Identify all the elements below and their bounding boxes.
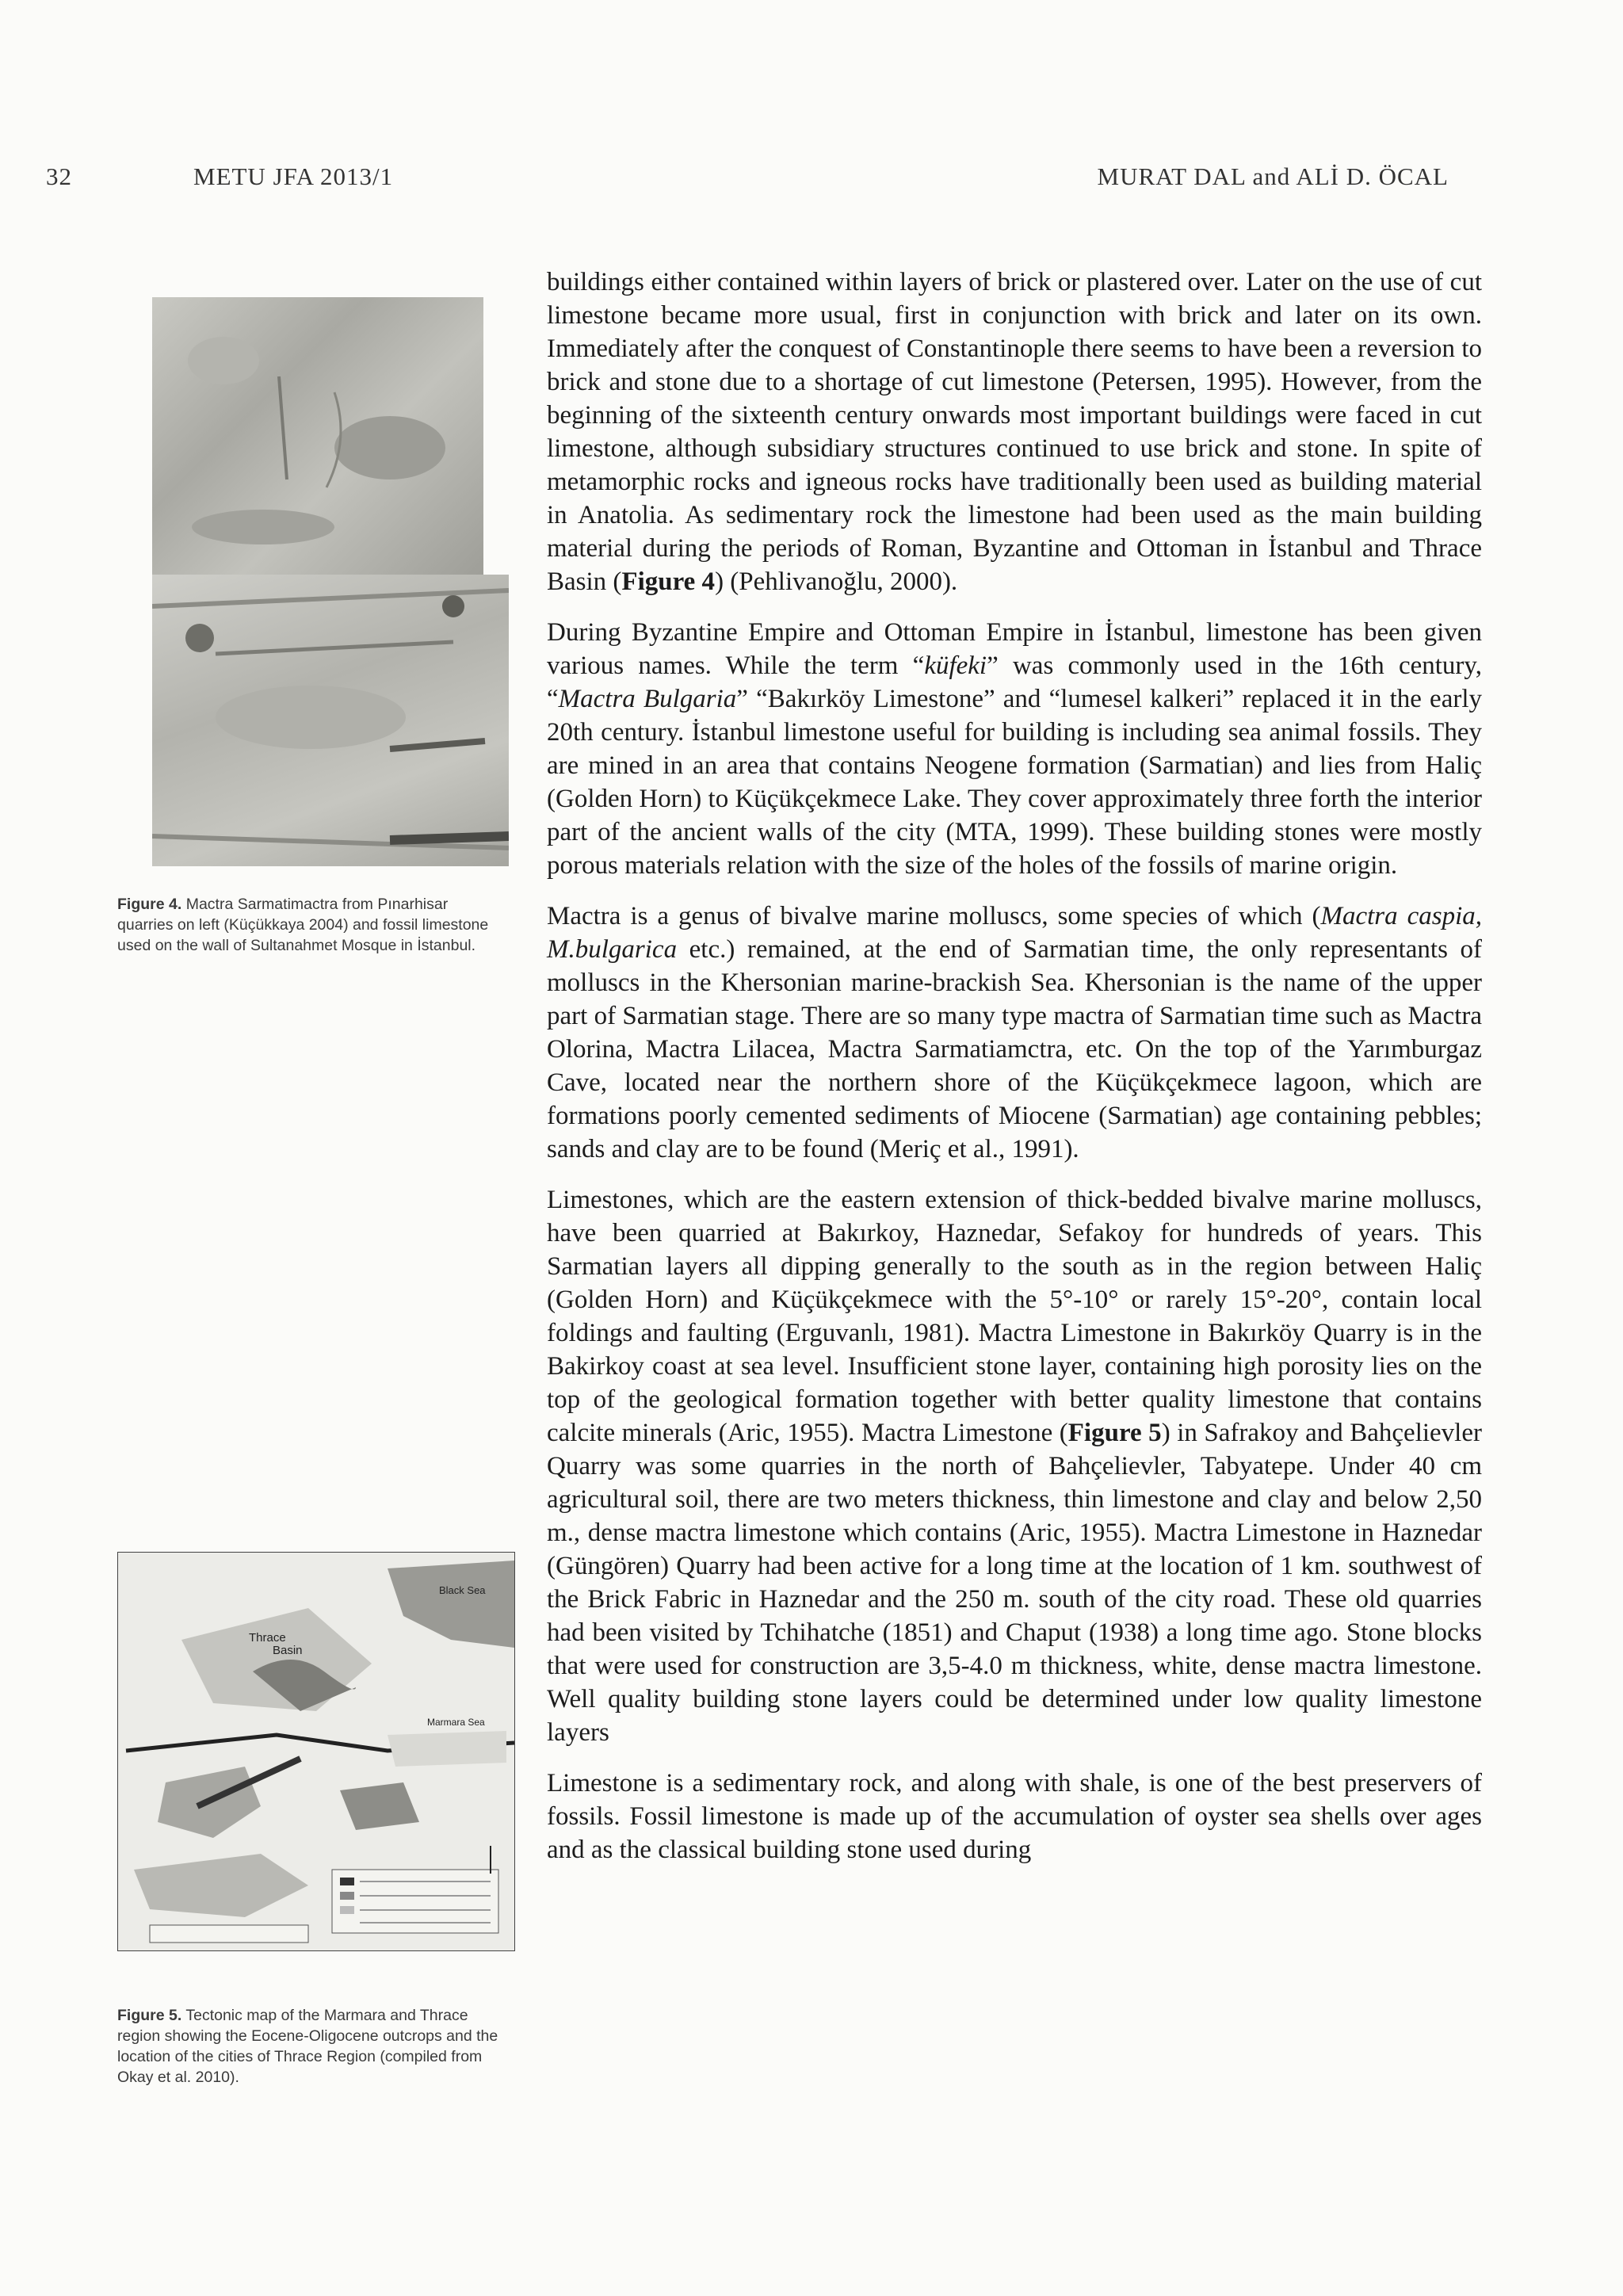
page-number: 32	[46, 162, 72, 190]
body-text-column	[547, 266, 1482, 1884]
figure5-tectonic-map	[117, 1552, 515, 1951]
map-label-black-sea: Black Sea	[439, 1584, 486, 1596]
paragraph-3-text-a: Mactra is a genus of bivalve marine molluscs, some species of which (	[547, 902, 1321, 930]
paragraph-4-text-b: ) in Safrakoy and Bahçelievler Quarry was some quarries in the north of Bahçelievler, Tabyatepe. Under 40 cm agricultural soil, there are two meters thickness, thin limestone and clay and below 2,50 m., dense mactra limestone which contains (Aric, 1955). Mactra Limestone in Haznedar (Güngören) Quarry had been active for a long time at the location of 1 km. southwest of the Brick Fabric in Haznedar and the 250 m. south of the city road. These old quarries had been visited by Tchihatche (1851) and Chaput (1938) a long time ago. Stone blocks that were used for construction are 3,5-4.0 m thickness, white, dense mactra limestone. Well quality building stone layers could be determined under low quality limestone layers	[547, 1419, 1482, 1747]
species-names: Mactra caspia, M.bulgarica	[547, 902, 1482, 964]
figure4-label: Figure 4.	[117, 896, 182, 913]
paragraph-5	[547, 1767, 1482, 1866]
paragraph-2-text-a: During Byzantine Empire and Ottoman Empire in İstanbul, limestone has been given various names. While the term “	[547, 618, 1482, 680]
paragraph-2-text-c: ” “Bakırköy Limestone” and “lumesel kalkeri” replaced it in the early 20th century. İstanbul limestone useful for building is including sea animal fossils. They are mined in an area that contains Neogene formation (Sarmatian) and lies from Haliç (Golden Horn) to Küçükçekmece Lake. They cover approximately three forth the interior part of the ancient walls of the city (MTA, 1999). These building stones were mostly porous materials relation with the size of the holes of the fossils of marine origin.	[547, 685, 1483, 880]
paragraph-4	[547, 1183, 1482, 1749]
figure5-caption	[117, 2005, 506, 2088]
figure4-fossil-photo	[152, 297, 483, 576]
figure5-label: Figure 5.	[117, 2007, 182, 2024]
term-kufeki: küfeki	[924, 651, 987, 680]
term-mactra-bulgaria: Mactra Bulgaria	[558, 685, 737, 713]
paragraph-3	[547, 900, 1482, 1166]
map-label-marmara-sea: Marmara Sea	[427, 1717, 485, 1728]
figure4-caption-text: Mactra Sarmatimactra from Pınarhisar quarries on left (Küçükkaya 2004) and fossil limestone used on the wall of Sultanahmet Mosque in İstanbul.	[117, 896, 489, 954]
journal-title: METU JFA 2013/1	[193, 162, 394, 190]
paragraph-2	[547, 616, 1482, 882]
figure4-mosque-wall-photo	[152, 575, 509, 866]
paragraph-2-text-b: ” was commonly used in the 16th century, “	[547, 651, 1482, 713]
figure5-reference: Figure 5	[1067, 1419, 1162, 1447]
paragraph-5-text-a: Limestone is a sedimentary rock, and along with shale, is one of the best preservers of fossils. Fossil limestone is made up of the accumulation of oyster sea shells over ages and as the classical building stone used during	[547, 1769, 1482, 1864]
map-label-basin: Basin	[273, 1644, 303, 1657]
paragraph-1-text-b: ) (Pehlivanoğlu, 2000).	[715, 567, 958, 596]
figure4-caption	[117, 894, 506, 956]
authors: MURAT DAL and ALİ D. ÖCAL	[1097, 162, 1449, 190]
paragraph-1-text-a: buildings either contained within layers of brick or plastered over. Later on the use of cut limestone became more usual, first in conjunction with brick and later on its own. Immediately after the conquest of Constantinople there seems to have been a reversion to brick and stone due to a shortage of cut limestone (Petersen, 1995). However, from the beginning of the sixteenth century onwards most important buildings were faced in cut limestone, although subsidiary structures continued to use brick and stone. In spite of metamorphic rocks and igneous rocks have traditionally been used as building material in Anatolia. As sedimentary rock the limestone had been used as the main building material during the periods of Roman, Byzantine and Ottoman in İstanbul and Thrace Basin (	[547, 268, 1482, 596]
map-label-thrace: Thrace	[249, 1631, 286, 1645]
figure4-reference: Figure 4	[621, 567, 716, 596]
figure5-caption-text: Tectonic map of the Marmara and Thrace region showing the Eocene-Oligocene outcrops and the location of the cities of Thrace Region (compiled from Okay et al. 2010).	[117, 2007, 498, 2086]
paragraph-3-text-b: etc.) remained, at the end of Sarmatian time, the only representants of molluscs in the Khersonian marine-brackish Sea. Khersonian is the name of the upper part of Sarmatian stage. There are so many type mactra of Sarmatian time such as Mactra Olorina, Mactra Lilacea, Mactra Sarmatiamctra, etc. On the top of the Yarımburgaz Cave, located near the northern shore of the Küçükçekmece lagoon, which are formations poorly cemented sediments of Miocene (Sarmatian) age containing pebbles; sands and clay are to be found (Meriç et al., 1991).	[547, 935, 1482, 1163]
paragraph-4-text-a: Limestones, which are the eastern extension of thick-bedded bivalve marine molluscs, have been quarried at Bakırkoy, Haznedar, Sefakoy for hundreds of years. This Sarmatian layers all dipping generally to the south as in the region between Haliç (Golden Horn) and Küçükçekmece with the 5°-10° or rarely 15°-20°, contain local foldings and faulting (Erguvanlı, 1981). Mactra Limestone in Bakırköy Quarry is in the Bakirkoy coast at sea level. Insufficient stone layer, containing high porosity lies on the top of the geological formation together with better quality limestone that contains calcite minerals (Aric, 1955). Mactra Limestone (	[547, 1186, 1482, 1447]
paragraph-1	[547, 266, 1482, 598]
